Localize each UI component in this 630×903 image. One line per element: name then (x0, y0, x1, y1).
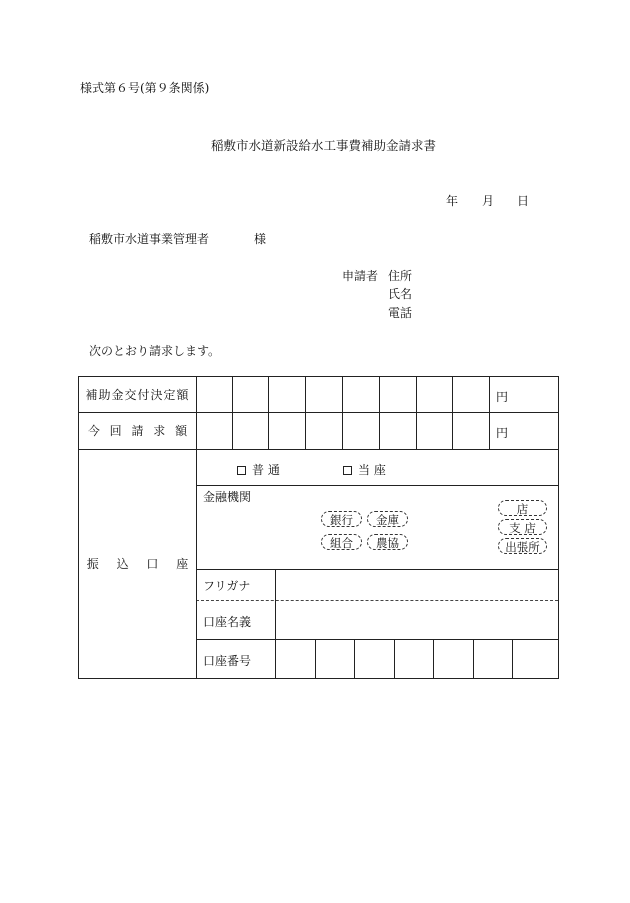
account-number-digit[interactable] (395, 640, 433, 678)
applicant-label: 申請者 (342, 269, 379, 283)
account-number-label: 口座番号 (203, 654, 252, 668)
request-amount-label: 今 回 請 求 額 (87, 424, 188, 438)
date-day: 日 (517, 194, 530, 208)
institution-shinkin[interactable]: 金庫 (367, 511, 408, 527)
decision-digit-cell[interactable] (343, 378, 379, 412)
decision-digit-cell[interactable] (306, 378, 342, 412)
account-number-digit[interactable] (316, 640, 354, 678)
request-digit-cell[interactable] (233, 414, 268, 449)
addressee-name: 稲敷市水道事業管理者 (89, 232, 210, 246)
furigana-input[interactable] (276, 570, 558, 600)
account-number-digit[interactable] (355, 640, 394, 678)
checkbox-icon[interactable] (343, 466, 352, 475)
yen-unit-request: 円 (496, 426, 509, 440)
financial-institution-label: 金融機関 (203, 490, 252, 504)
decision-digit-cell[interactable] (197, 378, 232, 412)
institution-union[interactable]: 組合 (321, 534, 362, 550)
branch-office[interactable]: 出張所 (498, 538, 547, 554)
request-digit-cell[interactable] (197, 414, 232, 449)
applicant-name-label: 氏名 (388, 287, 413, 301)
decision-digit-cell[interactable] (233, 378, 268, 412)
account-type-current-label: 当 座 (358, 463, 386, 477)
intro-text: 次のとおり請求します。 (89, 344, 221, 358)
digit-divider (489, 377, 490, 449)
request-digit-cell[interactable] (269, 414, 305, 449)
date-year: 年 (446, 194, 459, 208)
account-holder-input[interactable] (276, 601, 558, 639)
request-digit-cell[interactable] (343, 414, 379, 449)
request-digit-cell[interactable] (417, 414, 452, 449)
institution-bank[interactable]: 銀行 (321, 511, 362, 527)
branch-main[interactable]: 店 (498, 500, 547, 516)
claim-table (78, 376, 559, 679)
decision-amount-label: 補助金交付決定額 (85, 388, 190, 402)
decision-digit-cell[interactable] (269, 378, 305, 412)
request-digit-cell[interactable] (306, 414, 342, 449)
yen-unit-decision: 円 (496, 390, 509, 404)
account-number-digit[interactable] (474, 640, 512, 678)
decision-digit-cell[interactable] (417, 378, 452, 412)
form-number: 様式第６号(第９条関係) (80, 81, 210, 95)
row-divider (196, 485, 558, 486)
branch-sub[interactable]: 支 店 (498, 519, 547, 535)
furigana-label: フリガナ (203, 579, 251, 593)
page-title: 稲敷市水道新設給水工事費補助金請求書 (211, 138, 437, 153)
account-number-digit[interactable] (434, 640, 473, 678)
institution-agri-coop[interactable]: 農協 (367, 534, 408, 550)
account-type-current[interactable] (343, 461, 386, 478)
request-digit-cell[interactable] (380, 414, 416, 449)
applicant-address-label: 住所 (388, 269, 413, 283)
account-number-digit[interactable] (513, 640, 558, 678)
request-digit-cell[interactable] (453, 414, 489, 449)
decision-digit-cell[interactable] (380, 378, 416, 412)
transfer-account-label: 振 込 口 座 (86, 557, 189, 571)
checkbox-icon[interactable] (237, 466, 246, 475)
account-number-digit[interactable] (276, 640, 315, 678)
addressee-honorific: 様 (254, 232, 267, 246)
decision-digit-cell[interactable] (453, 378, 489, 412)
account-type-ordinary-label: 普 通 (252, 463, 280, 477)
account-type-ordinary[interactable] (237, 461, 280, 478)
applicant-phone-label: 電話 (388, 306, 413, 320)
date-month: 月 (482, 194, 495, 208)
account-holder-label: 口座名義 (203, 615, 252, 629)
